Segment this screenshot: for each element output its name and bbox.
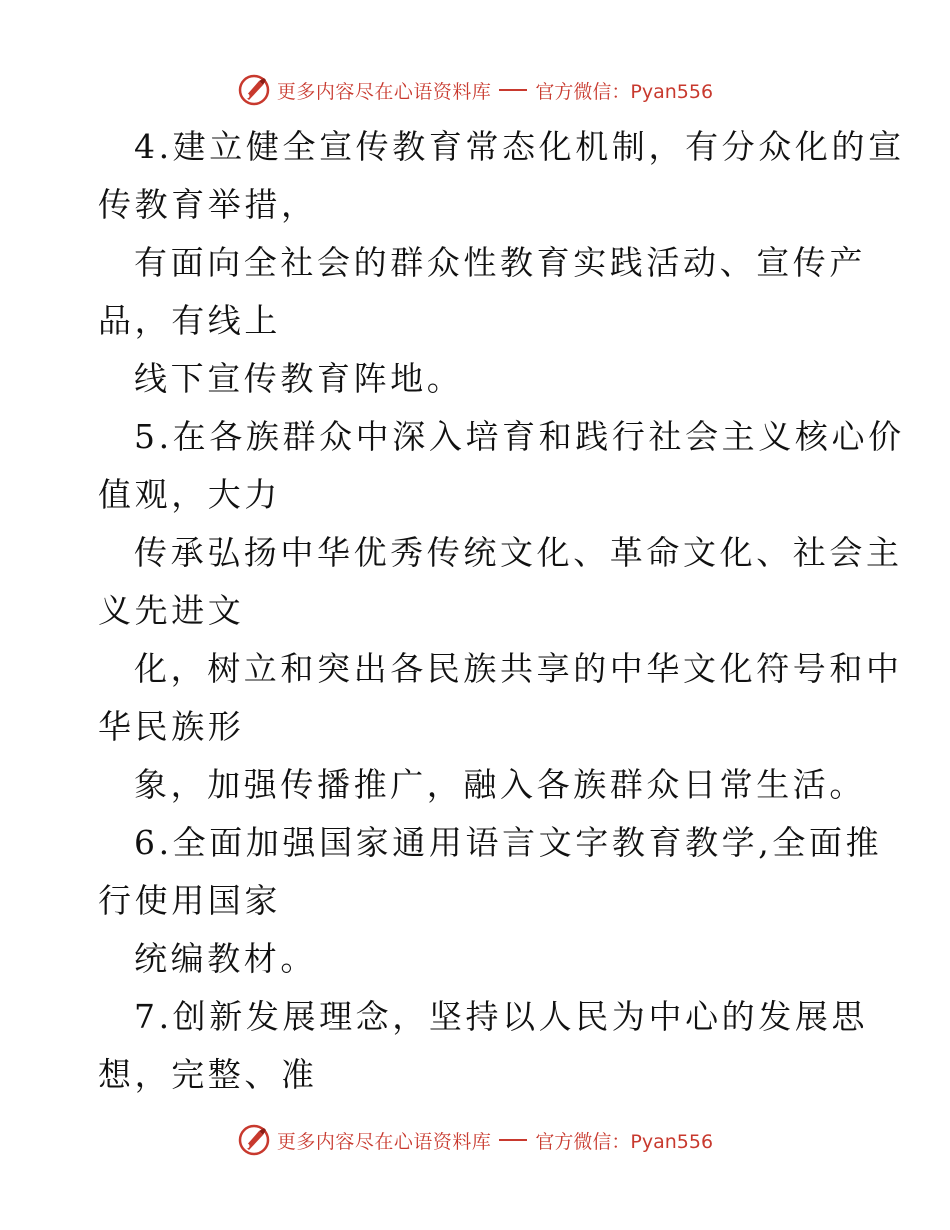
footer-wechat-id: 官方微信：Pyan556 bbox=[535, 1130, 714, 1153]
text-line: 义先进文 bbox=[98, 591, 245, 630]
text-line: 4.建立健全宣传教育常态化机制，有分众化的宣 bbox=[134, 127, 905, 166]
header-wechat-id: 官方微信：Pyan556 bbox=[535, 80, 714, 103]
text-line: 5.在各族群众中深入培育和践行社会主义核心价 bbox=[134, 417, 905, 456]
library-logo-icon bbox=[237, 73, 271, 107]
header-banner-dash bbox=[499, 89, 527, 91]
footer-banner bbox=[0, 1120, 950, 1160]
header-banner bbox=[0, 70, 950, 110]
text-line: 象，加强传播推广，融入各族群众日常生活。 bbox=[134, 765, 866, 804]
library-logo-icon bbox=[237, 1123, 271, 1157]
text-line: 想，完整、准 bbox=[98, 1055, 318, 1094]
text-line: 化，树立和突出各民族共享的中华文化符号和中 bbox=[134, 649, 903, 688]
text-line: 值观，大力 bbox=[98, 475, 281, 514]
document-body bbox=[98, 118, 905, 1104]
text-line: 线下宣传教育阵地。 bbox=[134, 359, 464, 398]
text-line: 有面向全社会的群众性教育实践活动、宣传产 bbox=[134, 243, 866, 282]
text-line: 传教育举措， bbox=[98, 185, 318, 224]
text-line: 华民族形 bbox=[98, 707, 245, 746]
footer-banner-dash bbox=[499, 1139, 527, 1141]
text-line: 7.创新发展理念，坚持以人民为中心的发展思 bbox=[134, 997, 869, 1036]
header-banner-text: 更多内容尽在心语资料库 bbox=[276, 80, 492, 103]
text-line: 传承弘扬中华优秀传统文化、革命文化、社会主 bbox=[134, 533, 903, 572]
text-line: 品，有线上 bbox=[98, 301, 281, 340]
text-line: 统编教材。 bbox=[134, 939, 317, 978]
footer-banner-text: 更多内容尽在心语资料库 bbox=[276, 1130, 492, 1153]
text-line: 行使用国家 bbox=[98, 881, 281, 920]
text-line: 6.全面加强国家通用语言文字教育教学,全面推 bbox=[134, 823, 883, 862]
